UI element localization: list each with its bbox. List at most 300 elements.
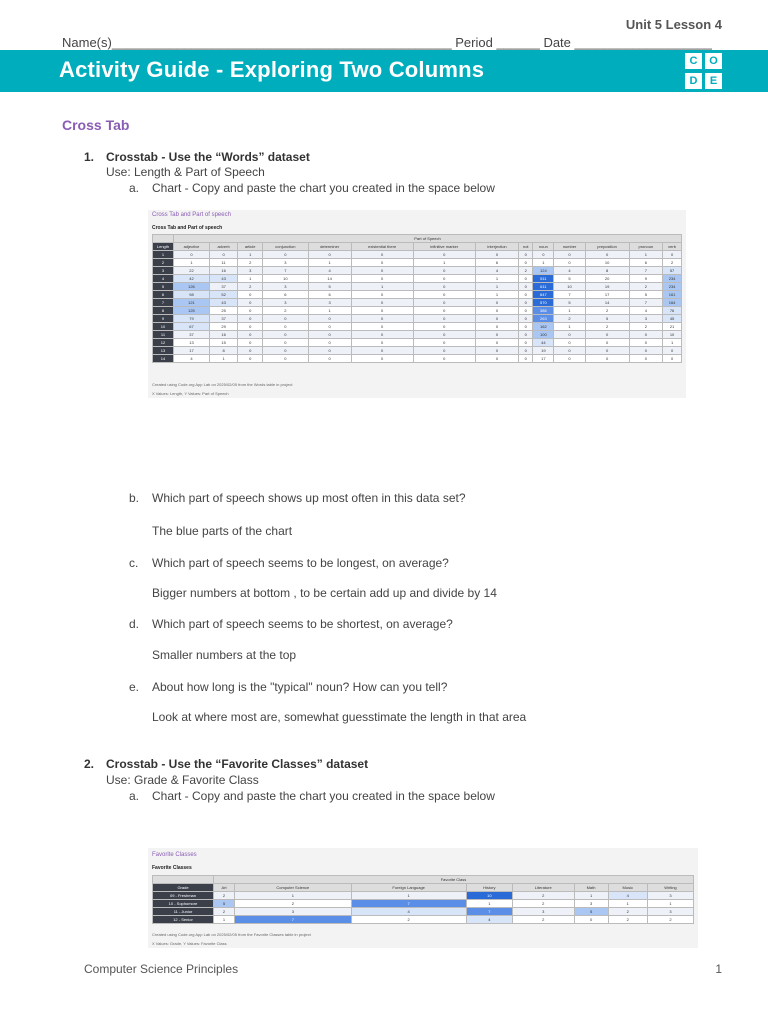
- data-cell: 2: [608, 916, 647, 924]
- chart1-footnote-axes: X Values: Length, Y Values: Part of Speech: [152, 391, 229, 396]
- data-cell: 1: [235, 892, 352, 900]
- column-header: not: [519, 243, 533, 251]
- data-cell: 2: [629, 283, 663, 291]
- table-row: [153, 916, 694, 924]
- data-cell: 0: [663, 355, 682, 363]
- q2-use: Use: Grade & Favorite Class: [106, 773, 259, 787]
- unit-label: Unit 5 Lesson 4: [625, 17, 722, 32]
- q1a-text: Chart - Copy and paste the chart you created in the space below: [152, 181, 495, 195]
- q1b-text: Which part of speech shows up most often in this data set?: [152, 491, 466, 505]
- chart1-table: [152, 234, 682, 363]
- data-cell: 0: [519, 347, 533, 355]
- data-cell: 8: [209, 347, 237, 355]
- data-cell: 570: [533, 299, 554, 307]
- data-cell: 25: [209, 307, 237, 315]
- data-cell: 0: [519, 259, 533, 267]
- data-cell: 79: [174, 315, 210, 323]
- data-cell: 15: [209, 339, 237, 347]
- data-cell: 263: [533, 315, 554, 323]
- data-cell: 124: [533, 267, 554, 275]
- table-row: [153, 331, 682, 339]
- q1-heading: Crosstab - Use the “Words” dataset: [106, 150, 310, 164]
- data-cell: 1: [214, 916, 235, 924]
- data-cell: 1: [647, 900, 693, 908]
- data-cell: 10: [585, 259, 629, 267]
- data-cell: 126: [174, 283, 210, 291]
- data-cell: 0: [263, 331, 308, 339]
- data-cell: 0: [351, 307, 413, 315]
- row-label: 12: [153, 339, 174, 347]
- data-cell: 19: [533, 347, 554, 355]
- data-cell: 3: [308, 299, 351, 307]
- chart2-subtitle: Favorite Classes: [152, 865, 192, 871]
- data-cell: 0: [351, 291, 413, 299]
- data-cell: 0: [308, 323, 351, 331]
- column-header: Foreign Language: [351, 884, 466, 892]
- data-cell: 1: [533, 259, 554, 267]
- data-cell: 11: [209, 259, 237, 267]
- data-cell: 0: [519, 291, 533, 299]
- table-row: [153, 291, 682, 299]
- data-cell: 0: [554, 355, 585, 363]
- data-cell: 0: [238, 299, 263, 307]
- data-cell: 2: [647, 916, 693, 924]
- data-cell: 7: [466, 908, 512, 916]
- logo-letter: D: [685, 73, 702, 89]
- data-cell: 9: [629, 275, 663, 283]
- data-cell: 17: [585, 291, 629, 299]
- column-group-header: Favorite Class: [214, 876, 694, 884]
- row-label: 10: [153, 323, 174, 331]
- data-cell: 0: [475, 307, 519, 315]
- column-group-header: Part of Speech: [174, 235, 682, 243]
- data-cell: 17: [533, 355, 554, 363]
- table-corner: [153, 235, 174, 243]
- data-cell: 0: [663, 347, 682, 355]
- data-cell: 4: [308, 267, 351, 275]
- row-label: 09 - Freshman: [153, 892, 214, 900]
- data-cell: 0: [475, 347, 519, 355]
- data-cell: 2: [351, 916, 466, 924]
- data-cell: 1: [629, 251, 663, 259]
- data-cell: 0: [585, 339, 629, 347]
- data-cell: 2: [512, 900, 574, 908]
- data-cell: 0: [413, 315, 475, 323]
- data-cell: 98: [174, 291, 210, 299]
- table-row: [153, 900, 694, 908]
- chart2-footnote-axes: X Values: Grade, Y Values: Favorite Class: [152, 941, 227, 946]
- data-cell: 1: [308, 259, 351, 267]
- data-cell: 4: [475, 267, 519, 275]
- table-row: [153, 315, 682, 323]
- row-label: 14: [153, 355, 174, 363]
- data-cell: 3: [512, 908, 574, 916]
- words-crosstab-chart: [148, 210, 686, 398]
- data-cell: 0: [263, 251, 308, 259]
- data-cell: 1: [351, 892, 466, 900]
- row-label: 2: [153, 259, 174, 267]
- data-cell: 0: [413, 307, 475, 315]
- q1d-text: Which part of speech seems to be shortest, on average?: [152, 617, 453, 631]
- data-cell: 57: [663, 267, 682, 275]
- data-cell: 100: [533, 331, 554, 339]
- row-header-label: Length: [153, 243, 174, 251]
- data-cell: 0: [519, 331, 533, 339]
- data-cell: 1: [238, 251, 263, 259]
- table-row: [153, 355, 682, 363]
- data-cell: 43: [209, 275, 237, 283]
- footer-course: Computer Science Principles: [84, 962, 239, 976]
- data-cell: 0: [238, 339, 263, 347]
- data-cell: 10: [663, 331, 682, 339]
- data-cell: 0: [519, 307, 533, 315]
- data-cell: 0: [519, 323, 533, 331]
- q1c-text: Which part of speech seems to be longest, on average?: [152, 556, 449, 570]
- data-cell: 45: [663, 315, 682, 323]
- data-cell: 2: [263, 307, 308, 315]
- data-cell: 1: [554, 323, 585, 331]
- data-cell: 0: [585, 331, 629, 339]
- row-header-label: Grade: [153, 884, 214, 892]
- data-cell: 0: [263, 355, 308, 363]
- data-cell: 13: [174, 339, 210, 347]
- table-row: [153, 323, 682, 331]
- data-cell: 0: [238, 331, 263, 339]
- data-cell: 3: [238, 267, 263, 275]
- logo-letter: E: [705, 73, 722, 89]
- data-cell: 0: [475, 355, 519, 363]
- data-cell: 0: [263, 315, 308, 323]
- chart1-table-wrap: [152, 234, 682, 363]
- data-cell: 22: [174, 267, 210, 275]
- logo-letter: O: [705, 53, 722, 69]
- data-cell: 0: [308, 347, 351, 355]
- data-cell: 0: [475, 339, 519, 347]
- data-cell: 7: [554, 291, 585, 299]
- data-cell: 14: [585, 299, 629, 307]
- q1c-answer: Bigger numbers at bottom , to be certain add up and divide by 14: [152, 586, 497, 600]
- data-cell: 0: [238, 323, 263, 331]
- q1b-answer: The blue parts of the chart: [152, 524, 293, 538]
- data-cell: 0: [413, 283, 475, 291]
- data-cell: 2: [608, 908, 647, 916]
- data-cell: 2: [519, 267, 533, 275]
- q2a-text: Chart - Copy and paste the chart you created in the space below: [152, 789, 495, 803]
- data-cell: 125: [174, 307, 210, 315]
- table-row: [153, 908, 694, 916]
- data-cell: 0: [554, 259, 585, 267]
- data-cell: 0: [574, 916, 608, 924]
- data-cell: 2: [238, 283, 263, 291]
- data-cell: 0: [263, 323, 308, 331]
- q1d-answer: Smaller numbers at the top: [152, 648, 297, 662]
- data-cell: 0: [554, 331, 585, 339]
- data-cell: 3: [574, 900, 608, 908]
- table-row: [153, 299, 682, 307]
- table-row: [153, 259, 682, 267]
- data-cell: 7: [629, 299, 663, 307]
- data-cell: 3: [263, 299, 308, 307]
- data-cell: 4: [466, 916, 512, 924]
- data-cell: 2: [235, 900, 352, 908]
- data-cell: 0: [554, 251, 585, 259]
- data-cell: 14: [308, 275, 351, 283]
- q1a-label: a.: [129, 181, 140, 195]
- data-cell: 0: [263, 347, 308, 355]
- column-header: Computer Science: [235, 884, 352, 892]
- data-cell: 234: [663, 275, 682, 283]
- data-cell: 6: [629, 259, 663, 267]
- column-header: conjunction: [263, 243, 308, 251]
- data-cell: 6: [263, 291, 308, 299]
- data-cell: 21: [663, 323, 682, 331]
- data-cell: 0: [238, 315, 263, 323]
- data-cell: 10: [466, 892, 512, 900]
- data-cell: 0: [209, 251, 237, 259]
- chart2-footnote: Created using Code.org App Lab on 2025/02/05 from the Favorite Classes table in project: [152, 932, 311, 937]
- q2-heading: Crosstab - Use the “Favorite Classes” dataset: [106, 757, 369, 771]
- data-cell: 0: [585, 355, 629, 363]
- data-cell: 16: [209, 331, 237, 339]
- data-cell: 3: [647, 908, 693, 916]
- chart2-title: Favorite Classes: [152, 852, 197, 858]
- table-row: [153, 283, 682, 291]
- data-cell: 0: [413, 323, 475, 331]
- data-cell: 0: [308, 355, 351, 363]
- row-label: 12 - Senior: [153, 916, 214, 924]
- data-cell: 0: [174, 251, 210, 259]
- data-cell: 17: [174, 347, 210, 355]
- data-cell: 37: [209, 315, 237, 323]
- column-header: existential there: [351, 243, 413, 251]
- data-cell: 1: [413, 259, 475, 267]
- data-cell: 1: [238, 275, 263, 283]
- data-cell: 0: [533, 251, 554, 259]
- data-cell: 6: [475, 259, 519, 267]
- table-row: [153, 892, 694, 900]
- data-cell: 0: [475, 315, 519, 323]
- favorite-classes-crosstab-chart: [148, 848, 698, 948]
- data-cell: 4: [608, 892, 647, 900]
- data-cell: 7: [629, 267, 663, 275]
- row-label: 6: [153, 291, 174, 299]
- table-row: [153, 347, 682, 355]
- data-cell: 1: [475, 275, 519, 283]
- data-cell: 0: [629, 331, 663, 339]
- data-cell: 1: [574, 892, 608, 900]
- data-cell: 2: [214, 908, 235, 916]
- q1-use: Use: Length & Part of Speech: [106, 165, 265, 179]
- data-cell: 5: [574, 908, 608, 916]
- data-cell: 0: [351, 267, 413, 275]
- chart2-table-wrap: [152, 875, 694, 924]
- data-cell: 121: [174, 299, 210, 307]
- data-cell: 7: [263, 267, 308, 275]
- data-cell: 0: [629, 339, 663, 347]
- column-header: Art: [214, 884, 235, 892]
- data-cell: 67: [174, 323, 210, 331]
- row-label: 4: [153, 275, 174, 283]
- column-header: Writing: [647, 884, 693, 892]
- table-row: [153, 339, 682, 347]
- data-cell: 2: [512, 916, 574, 924]
- data-cell: 2: [214, 892, 235, 900]
- data-cell: 0: [308, 315, 351, 323]
- chart2-table: [152, 875, 694, 924]
- column-header: preposition: [585, 243, 629, 251]
- data-cell: 0: [351, 275, 413, 283]
- data-cell: 2: [585, 307, 629, 315]
- column-header: adjective: [174, 243, 210, 251]
- chart1-title: Cross Tab and Part of speech: [152, 212, 231, 218]
- data-cell: 164: [663, 299, 682, 307]
- column-header: pronoun: [629, 243, 663, 251]
- data-cell: 5: [585, 315, 629, 323]
- column-header: Literature: [512, 884, 574, 892]
- data-cell: 0: [308, 331, 351, 339]
- data-cell: 0: [351, 299, 413, 307]
- data-cell: 0: [351, 251, 413, 259]
- data-cell: 0: [351, 339, 413, 347]
- data-cell: 3: [263, 259, 308, 267]
- column-header: interjection: [475, 243, 519, 251]
- data-cell: 3: [263, 283, 308, 291]
- q1d-label: d.: [129, 617, 140, 631]
- data-cell: 37: [174, 331, 210, 339]
- data-cell: 44: [533, 339, 554, 347]
- row-label: 3: [153, 267, 174, 275]
- data-cell: 0: [413, 339, 475, 347]
- row-label: 7: [153, 299, 174, 307]
- data-cell: 511: [533, 275, 554, 283]
- data-cell: 1: [466, 900, 512, 908]
- data-cell: 1: [174, 259, 210, 267]
- data-cell: 0: [351, 323, 413, 331]
- section-title: Cross Tab: [62, 117, 130, 133]
- column-header: number: [554, 243, 585, 251]
- data-cell: 5: [554, 275, 585, 283]
- data-cell: 1: [475, 283, 519, 291]
- data-cell: 20: [585, 275, 629, 283]
- page-number: 1: [715, 962, 722, 976]
- data-cell: 2: [512, 892, 574, 900]
- data-cell: 0: [351, 259, 413, 267]
- data-cell: 0: [308, 339, 351, 347]
- q1c-label: c.: [129, 556, 139, 570]
- data-cell: 0: [475, 331, 519, 339]
- code-logo: [685, 53, 725, 90]
- data-cell: 0: [263, 339, 308, 347]
- data-cell: 5: [308, 283, 351, 291]
- data-cell: 0: [519, 315, 533, 323]
- column-header: article: [238, 243, 263, 251]
- data-cell: 1: [475, 291, 519, 299]
- data-cell: 5: [554, 299, 585, 307]
- data-cell: 0: [238, 355, 263, 363]
- row-label: 9: [153, 315, 174, 323]
- data-cell: 37: [209, 283, 237, 291]
- data-cell: 2: [663, 259, 682, 267]
- data-cell: 0: [519, 283, 533, 291]
- row-label: 11: [153, 331, 174, 339]
- data-cell: 0: [238, 347, 263, 355]
- data-cell: 0: [519, 355, 533, 363]
- data-cell: 3: [629, 315, 663, 323]
- chart1-subtitle: Cross Tab and Part of speech: [152, 225, 223, 231]
- data-cell: 0: [663, 251, 682, 259]
- data-cell: 234: [663, 283, 682, 291]
- data-cell: 1: [663, 339, 682, 347]
- data-cell: 1: [209, 355, 237, 363]
- data-cell: 611: [533, 283, 554, 291]
- data-cell: 0: [413, 347, 475, 355]
- data-cell: 161: [663, 291, 682, 299]
- q1e-answer: Look at where most are, somewhat guesstimate the length in that area: [152, 710, 527, 724]
- data-cell: 0: [519, 251, 533, 259]
- data-cell: 3: [647, 892, 693, 900]
- data-cell: 52: [209, 291, 237, 299]
- row-label: 8: [153, 307, 174, 315]
- row-label: 13: [153, 347, 174, 355]
- data-cell: 0: [238, 291, 263, 299]
- column-header: adverb: [209, 243, 237, 251]
- column-header: determiner: [308, 243, 351, 251]
- data-cell: 0: [519, 299, 533, 307]
- data-cell: 4: [629, 307, 663, 315]
- table-corner: [153, 876, 214, 884]
- column-header: Math: [574, 884, 608, 892]
- data-cell: 19: [585, 283, 629, 291]
- data-cell: 0: [475, 251, 519, 259]
- table-row: [153, 307, 682, 315]
- data-cell: 4: [174, 355, 210, 363]
- data-cell: 2: [554, 315, 585, 323]
- data-cell: 7: [351, 900, 466, 908]
- chart1-footnote: Created using Code.org App Lab on 2025/02/05 from the Words table in project: [152, 382, 293, 387]
- data-cell: 0: [519, 339, 533, 347]
- data-cell: 0: [629, 355, 663, 363]
- row-label: 10 - Sophomore: [153, 900, 214, 908]
- data-cell: 1: [351, 283, 413, 291]
- data-cell: 29: [209, 323, 237, 331]
- data-cell: 0: [413, 275, 475, 283]
- data-cell: 386: [533, 307, 554, 315]
- data-cell: 2: [585, 323, 629, 331]
- table-row: [153, 251, 682, 259]
- data-cell: 76: [663, 307, 682, 315]
- data-cell: 0: [351, 315, 413, 323]
- row-label: 1: [153, 251, 174, 259]
- column-header: History: [466, 884, 512, 892]
- data-cell: 1: [308, 307, 351, 315]
- logo-letter: C: [685, 53, 702, 69]
- data-cell: 0: [351, 331, 413, 339]
- data-cell: 5: [214, 900, 235, 908]
- page-title: Activity Guide - Exploring Two Columns: [59, 57, 485, 82]
- data-cell: 162: [533, 323, 554, 331]
- data-cell: 0: [238, 307, 263, 315]
- data-cell: 2: [629, 323, 663, 331]
- q1-number: 1.: [84, 150, 95, 164]
- column-header: noun: [533, 243, 554, 251]
- q1b-label: b.: [129, 491, 140, 505]
- name-period-date-line: Name(s)_______________________________________________ Period ______ Date ___________________: [62, 35, 712, 50]
- data-cell: 0: [351, 355, 413, 363]
- data-cell: 0: [413, 299, 475, 307]
- row-label: 11 - Junior: [153, 908, 214, 916]
- data-cell: 0: [413, 331, 475, 339]
- data-cell: 0: [519, 275, 533, 283]
